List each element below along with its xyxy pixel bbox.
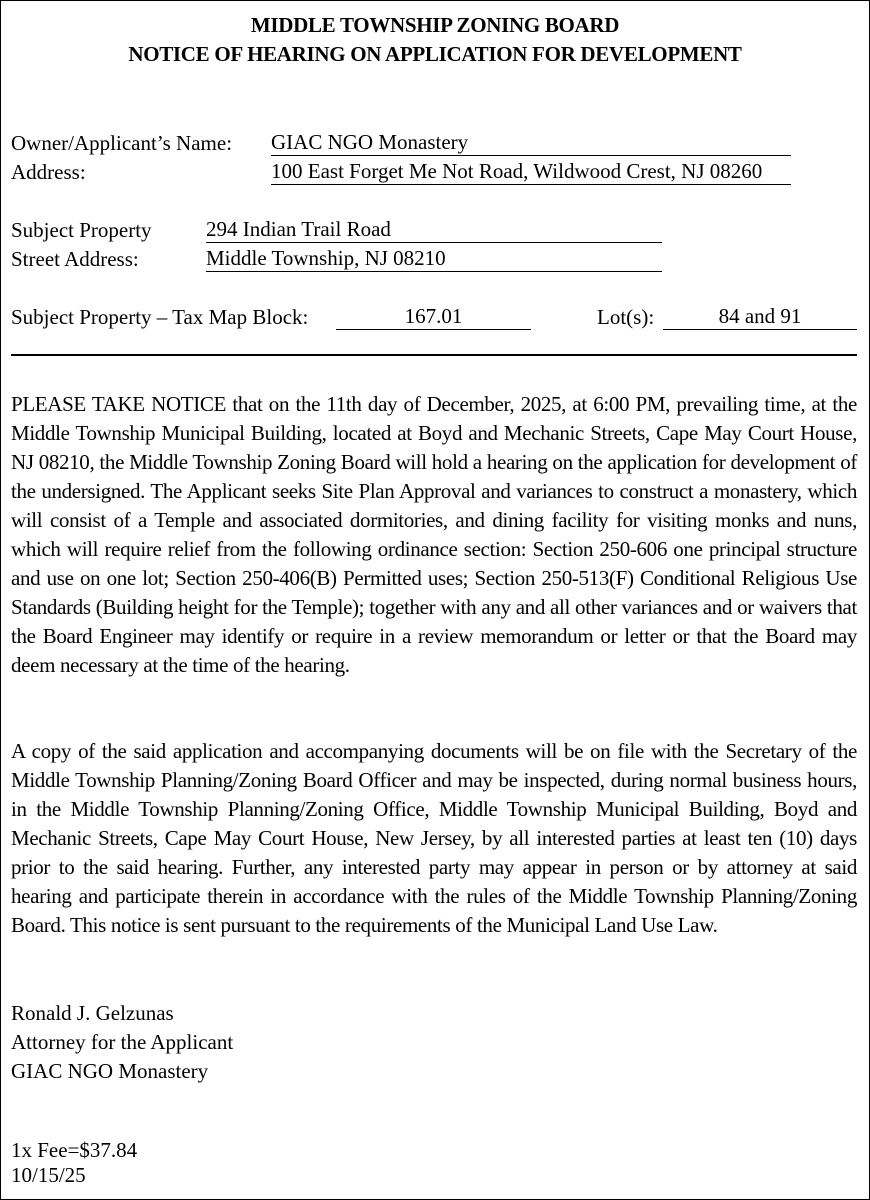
lots-label: Lot(s): (597, 305, 655, 329)
section-divider (11, 354, 857, 356)
applicant-address-label: Address: (11, 160, 86, 184)
property-street: 294 Indian Trail Road (206, 217, 662, 243)
block-label: Subject Property – Tax Map Block: (11, 305, 309, 329)
notice-title: NOTICE OF HEARING ON APPLICATION FOR DEVELOPMENT (128, 42, 742, 66)
applicant-name-value: GIAC NGO Monastery (271, 130, 791, 156)
fee-line: 1x Fee=$37.84 (11, 1138, 138, 1162)
attorney-name: Ronald J. Gelzunas (11, 1001, 174, 1025)
attorney-org: GIAC NGO Monastery (11, 1059, 209, 1083)
applicant-name-label: Owner/Applicant’s Name: (11, 131, 233, 155)
notice-paragraph-1: PLEASE TAKE NOTICE that on the 11th day of December, 2025, at 6:00 PM, prevailing time, at the Middle Township Municipal Building, located at Boyd and Mechanic Streets, Cape May Court House, NJ 08210, the Middle Township Zoning Board will hold a hearing on the application for development of the undersigned. The Applicant seeks Site Plan Approval and variances to construct a monastery, which will consist of a Temple and associated dormitories, and dining facility for visiting monks and nuns, which will require relief from the following ordinance section: Section 250-606 one principal structure and use on one lot; Section 250-406(B) Permitted uses; Section 250-513(F) Conditional Religious Use Standards (Building height for the Temple); together with any and all other variances and or waivers that the Board Engineer may identify or require in a review memorandum or letter or that the Board may deem necessary at the time of the hearing. (11, 392, 857, 677)
property-label-line1: Subject Property (11, 218, 152, 242)
notice-paragraph-2: A copy of the said application and accompanying documents will be on file with the Secretary of the Middle Township Planning/Zoning Board Officer and may be inspected, during normal business hours, in the Middle Township Planning/Zoning Office, Middle Township Municipal Building, Boyd and Mechanic Streets, Cape May Court House, New Jersey, by all interested parties at least ten (10) days prior to the said hearing. Further, any interested party may appear in person or by attorney at said hearing and participate therein in accordance with the rules of the Middle Township Planning/Zoning Board. This notice is sent pursuant to the requirements of the Municipal Land Use Law. (11, 739, 857, 937)
date-line: 10/15/25 (11, 1163, 86, 1187)
property-label-line2: Street Address: (11, 247, 139, 271)
property-city: Middle Township, NJ 08210 (206, 246, 662, 272)
applicant-address-value: 100 East Forget Me Not Road, Wildwood Crest, NJ 08260 (271, 159, 791, 185)
board-title: MIDDLE TOWNSHIP ZONING BOARD (250, 13, 620, 37)
lots-value: 84 and 91 (663, 304, 857, 330)
attorney-title: Attorney for the Applicant (11, 1030, 234, 1054)
block-value: 167.01 (336, 304, 531, 330)
